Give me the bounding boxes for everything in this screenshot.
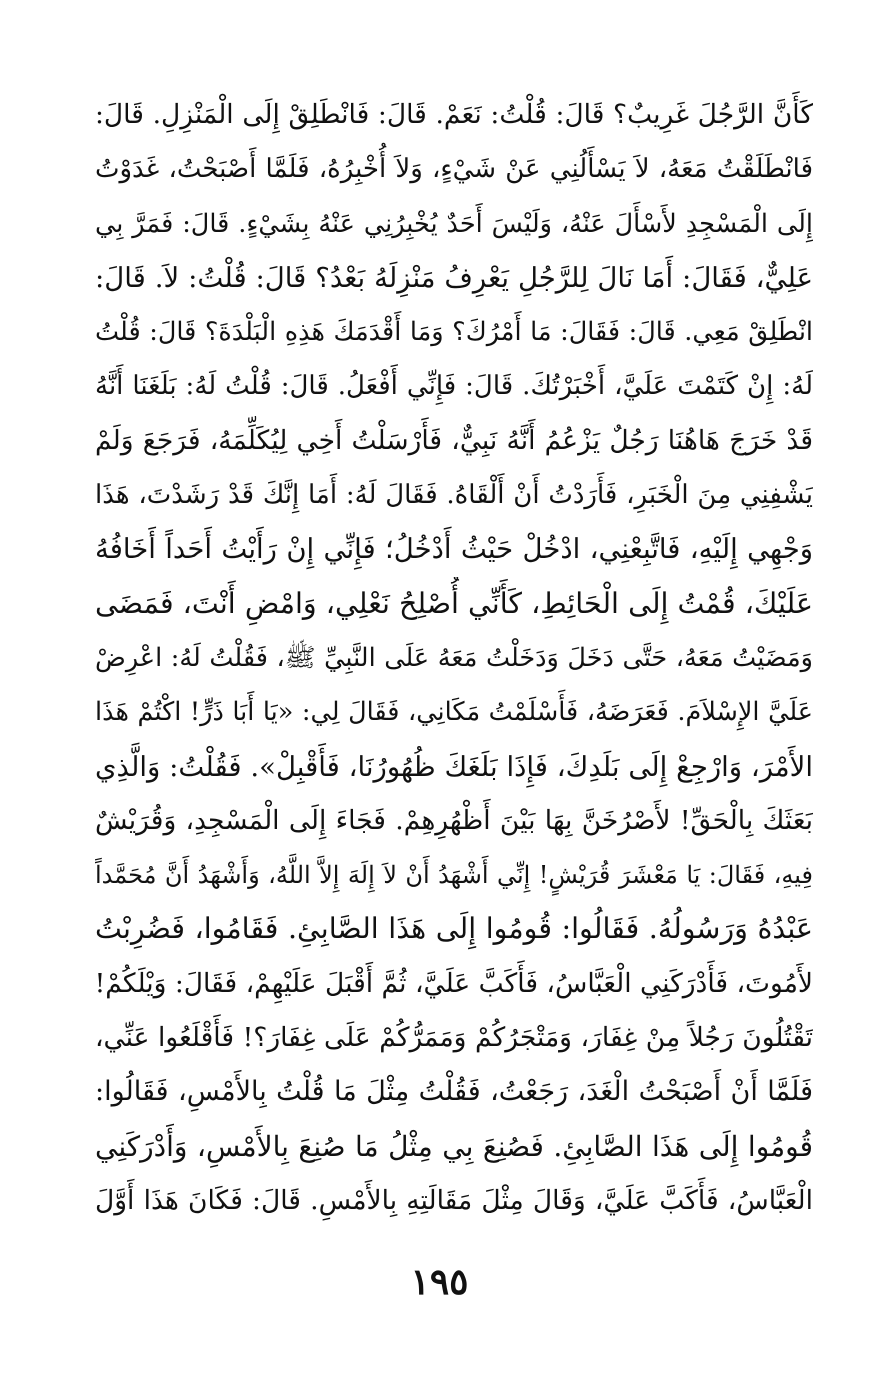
text-line: انْطَلِقْ مَعِي. قَالَ: فَقَالَ: مَا أَمْرُكَ؟ وَمَا أَقْدَمَكَ هَذِهِ الْبَلْدَةَ؟ قَالَ: قُلْتُ [95, 317, 813, 348]
text-line: كَأَنَّ الرَّجُلَ غَرِيبٌ؟ قَالَ: قُلْتُ: نَعَمْ. قَالَ: فَانْطَلِقْ إِلَى الْمَنْزِلِ. قَالَ: [95, 99, 813, 130]
text-line: الأَمْرَ، وَارْجِعْ إِلَى بَلَدِكَ، فَإِذَا بَلَغَكَ ظُهُورُنَا، فَأَقْبِلْ». فَقُلْتُ: وَالَّذِي [95, 750, 813, 783]
text-line: فِيهِ، فَقَالَ: يَا مَعْشَرَ قُرَيْشٍ! إِنِّي أَشْهَدُ أَنْ لاَ إِلَهَ إِلاَّ اللَّهُ، وَأَشْهَدُ أَنَّ مُحَمَّداً [95, 861, 813, 890]
text-line: عَلَيَّ الإِسْلاَمَ. فَعَرَضَهُ، فَأَسْلَمْتُ مَكَانِي، فَقَالَ لِي: «يَا أَبَا ذَرٍّ! اكْتُمْ هَذَا [95, 697, 813, 728]
text-line: وَجْهِي إِلَيْهِ، فَاتَّبِعْنِي، ادْخُلْ حَيْثُ أَدْخُلُ؛ فَإِنِّي إِنْ رَأَيْتُ أَحَداً أَخَافُهُ [95, 533, 813, 566]
text-line: قَدْ خَرَجَ هَاهُنَا رَجُلٌ يَزْعُمُ أَنَّهُ نَبِيٌّ، فَأَرْسَلْتُ أَخِي لِيُكَلِّمَهُ، فَرَجَعَ وَلَمْ [95, 424, 813, 456]
text-line: بَعَثَكَ بِالْحَقِّ! لأَصْرُخَنَّ بِهَا بَيْنَ أَظْهُرِهِمْ. فَجَاءَ إِلَى الْمَسْجِدِ، وَقُرَيْشٌ [95, 804, 813, 836]
text-line: عَلَيْكَ، قُمْتُ إِلَى الْحَائِطِ، كَأَنِّي أُصْلِحُ نَعْلِي، وَامْضِ أَنْتَ، فَمَضَى [95, 586, 813, 620]
text-line: وَمَضَيْتُ مَعَهُ، حَتَّى دَخَلَ وَدَخَلْتُ مَعَهُ عَلَى النَّبِيِّ ﷺ، فَقُلْتُ لَهُ: اعْرِضْ [95, 642, 813, 673]
text-line: تَقْتُلُونَ رَجُلاً مِنْ غِفَارَ، وَمَتْجَرُكُمْ وَمَمَرُّكُمْ عَلَى غِفَارَ؟! فَأَقْلَعُوا عَنِّي، [95, 1022, 813, 1054]
page-number: ١٩٥ [410, 1261, 469, 1303]
text-line: الْعَبَّاسُ، فَأَكَبَّ عَلَيَّ، وَقَالَ مِثْلَ مَقَالَتِهِ بِالأَمْسِ. قَالَ: فَكَانَ هَذَا أَوَّلَ [95, 1184, 813, 1216]
text-line: فَلَمَّا أَنْ أَصْبَحْتُ الْغَدَ، رَجَعْتُ، فَقُلْتُ مِثْلَ مَا قُلْتُ بِالأَمْسِ، فَقَالُوا: [95, 1076, 813, 1108]
text-line: لأَمُوتَ، فَأَدْرَكَنِي الْعَبَّاسُ، فَأَكَبَّ عَلَيَّ، ثُمَّ أَقْبَلَ عَلَيْهِمْ، فَقَالَ: وَيْلَكُمْ! [95, 967, 813, 999]
text-line: إِلَى الْمَسْجِدِ لأَسْأَلَ عَنْهُ، وَلَيْسَ أَحَدٌ يُخْبِرُنِي عَنْهُ بِشَيْءٍ. قَالَ: فَمَرَّ بِي [95, 208, 813, 239]
text-line: عَبْدُهُ وَرَسُولُهُ. فَقَالُوا: قُومُوا إِلَى هَذَا الصَّابِئِ. فَقَامُوا، فَضُرِبْتُ [95, 912, 813, 946]
body-text [95, 88, 813, 1228]
text-line: لَهُ: إِنْ كَتَمْتَ عَلَيَّ، أَخْبَرْتُكَ. قَالَ: فَإِنِّي أَفْعَلُ. قَالَ: قُلْتُ لَهُ: بَلَغَنَا أَنَّهُ [95, 371, 813, 402]
text-line: قُومُوا إِلَى هَذَا الصَّابِئِ. فَصُنِعَ بِي مِثْلُ مَا صُنِعَ بِالأَمْسِ، وَأَدْرَكَنِي [95, 1129, 813, 1163]
text-line: فَانْطَلَقْتُ مَعَهُ، لاَ يَسْأَلُنِي عَنْ شَيْءٍ، وَلاَ أُخْبِرُهُ، فَلَمَّا أَصْبَحْتُ، غَدَوْتُ [95, 154, 813, 185]
text-line: يَشْفِنِي مِنَ الْخَبَرِ، فَأَرَدْتُ أَنْ أَلْقَاهُ. فَقَالَ لَهُ: أَمَا إِنَّكَ قَدْ رَشَدْتَ، هَذَا [95, 480, 813, 511]
text-line: عَلِيٌّ، فَقَالَ: أَمَا نَالَ لِلرَّجُلِ يَعْرِفُ مَنْزِلَهُ بَعْدُ؟ قَالَ: قُلْتُ: لاَ. قَالَ: [95, 261, 813, 294]
